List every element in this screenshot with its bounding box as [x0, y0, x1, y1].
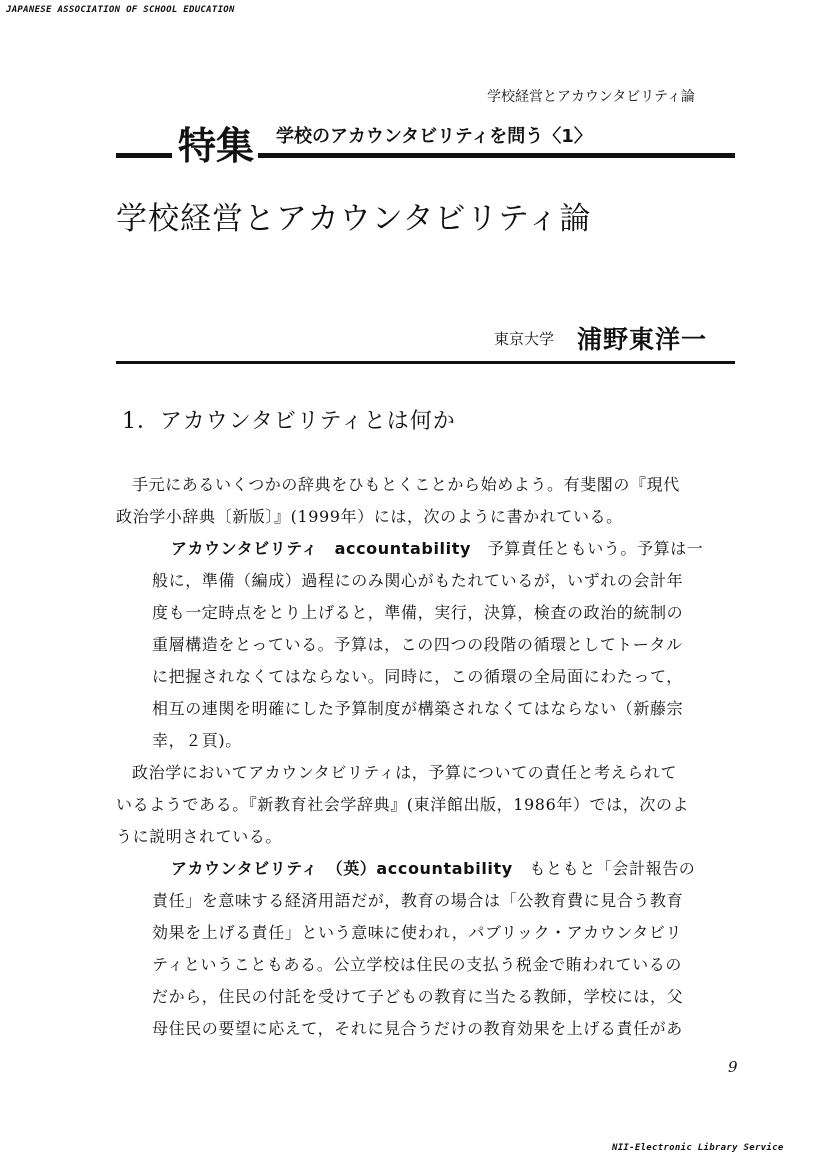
quote-line: ティということもある。公立学校は住民の支払う税金で賄われているの: [152, 955, 682, 974]
author-rule: [116, 361, 735, 364]
quote-line: 相互の連関を明確にした予算制度が構築されなくてはならない（新藤宗: [152, 699, 684, 718]
paragraph-line: うに説明されている。: [116, 827, 283, 846]
page-number: 9: [728, 1058, 738, 1076]
quote-first-line: [152, 853, 695, 885]
quote-line: 幸，２頁)。: [152, 731, 242, 750]
footer-service: NII-Electronic Library Service: [612, 1143, 784, 1153]
section-heading: 1．アカウンタビリティとは何か: [122, 409, 456, 434]
running-head: 学校経営とアカウンタビリティ論: [487, 89, 695, 105]
special-subtitle: 学校のアカウンタビリティを問う〈1〉: [276, 126, 592, 147]
journal-header: JAPANESE ASSOCIATION OF SCHOOL EDUCATION: [6, 5, 235, 15]
paragraph-1: [116, 469, 680, 533]
quote-line: 般に，準備（編成）過程にのみ関心がもたれているが，いずれの会計年: [152, 571, 684, 590]
paragraph-2: [116, 757, 689, 853]
paragraph-line: 政治学においてアカウンタビリティは，予算についての責任と考えられて: [132, 763, 678, 782]
dictionary-quote-1: [152, 533, 703, 757]
author-affiliation: 東京大学: [494, 330, 555, 348]
paragraph-line: 政治学小辞典〔新版〕』(1999年）には，次のように書かれている。: [116, 507, 623, 526]
paragraph-line: 手元にあるいくつかの辞典をひもとくことから始めよう。有斐閣の『現代: [132, 475, 680, 494]
quote-line: だから，住民の付託を受けて子どもの教育に当たる教師，学校には，父: [152, 987, 684, 1006]
quote-line: 責任」を意味する経済用語だが，教育の場合は「公教育費に見合う教育: [152, 891, 684, 910]
quote-line: 効果を上げる責任」という意味に使われ，パブリック・アカウンタビリ: [152, 923, 683, 942]
article-title: 学校経営とアカウンタビリティ論: [116, 201, 592, 237]
quote-term: アカウンタビリティ accountability: [171, 539, 471, 558]
dictionary-quote-2: [152, 853, 695, 1045]
quote-first-line: [152, 533, 703, 565]
quote-term: アカウンタビリティ （英）accountability: [171, 859, 513, 878]
quote-line: 重層構造をとっている。予算は，この四つの段階の循環としてトータル: [152, 635, 683, 654]
quote-line: に把握されなくてはならない。同時に，この循環の全局面にわたって，: [152, 667, 683, 686]
special-label: 特集: [178, 124, 255, 168]
banner-right-rule: [258, 153, 735, 158]
paragraph-line: いるようである。『新教育社会学辞典』(東洋館出版，1986年）では，次のよ: [116, 795, 690, 814]
quote-line: 母住民の要望に応えて，それに見合うだけの教育効果を上げる責任があ: [152, 1019, 683, 1038]
banner-left-rule: [116, 153, 172, 158]
quote-text: 予算責任ともいう。予算は一: [487, 539, 704, 558]
quote-text: もともと「会計報告の: [529, 859, 696, 878]
author-name: 浦野東洋一: [577, 325, 708, 354]
quote-line: 度も一定時点をとり上げると，準備，実行，決算，検査の政治的統制の: [152, 603, 684, 622]
